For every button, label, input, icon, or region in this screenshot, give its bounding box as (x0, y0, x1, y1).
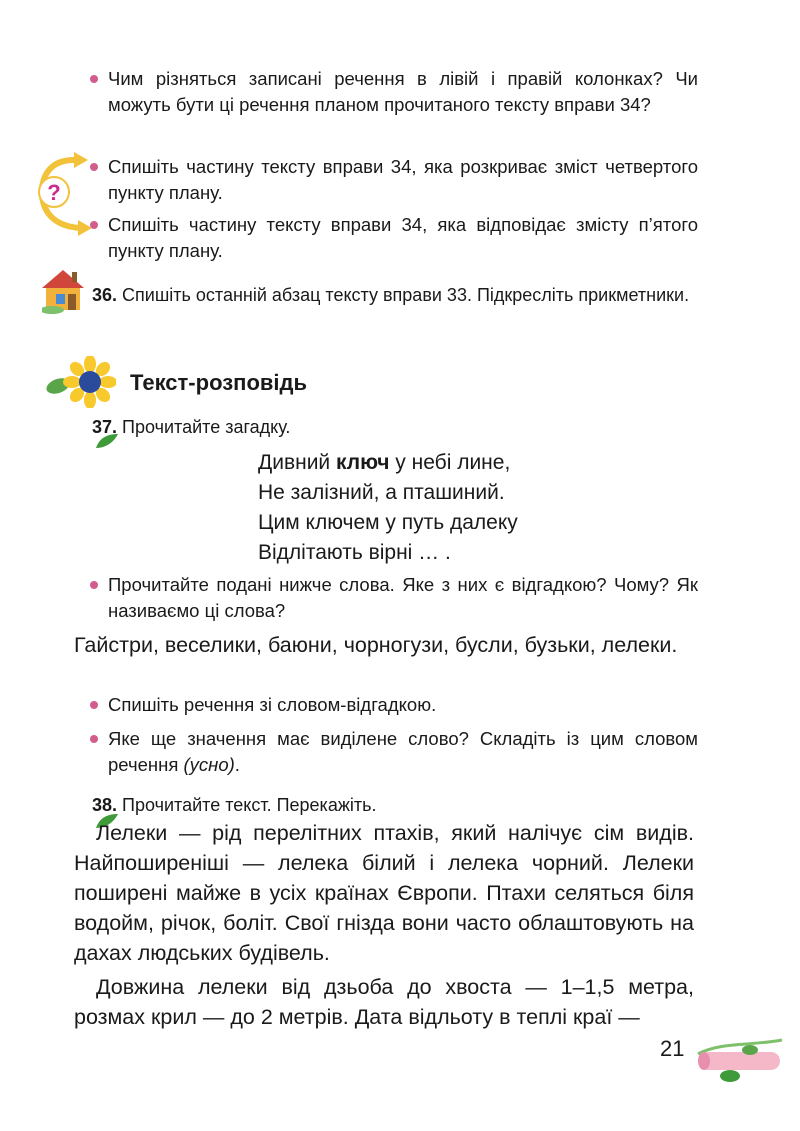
paragraph-2: Довжина лелеки від дзьоба до хвоста — 1–1,5 метра, розмах крил — до 2 метрів. Дата відльоту в теплі краї — (74, 975, 694, 1029)
poem-line-3: Цим ключем у путь далеку (258, 511, 518, 534)
word-list: Гайстри, веселики, баюни, чорногузи, бусли, бузьки, лелеки. (74, 633, 678, 657)
poem-line-1: Дивний ключ у небі лине, (258, 451, 511, 474)
bullet-dot (90, 221, 98, 229)
bullet-item-37a (108, 572, 698, 624)
riddle-poem (258, 448, 518, 568)
bullet-dot (90, 163, 98, 171)
exercise-38 (92, 792, 377, 818)
bullet-text-37a: Прочитайте подані нижче слова. Яке з них є відгадкою? Чому? Як називаємо ці слова? (108, 574, 698, 621)
text-body (74, 818, 694, 1032)
bullet-item-37b (108, 692, 698, 718)
exercise-37 (92, 414, 290, 440)
bullet-item-2 (108, 154, 698, 206)
sunflower-icon (46, 356, 116, 408)
scroll-decoration-icon (690, 1028, 790, 1084)
exercise-text: Прочитайте текст. Перекажіть. (122, 795, 377, 815)
highlighted-word: ключ (336, 451, 390, 474)
bullet-dot (90, 701, 98, 709)
exercise-number: 38. (92, 795, 118, 815)
exercise-text: Прочитайте загадку. (122, 417, 291, 437)
bullet-text-37c: Яке ще значення має виділене слово? Складіть із цим словом речення (усно). (108, 728, 698, 775)
bullet-item-3 (108, 212, 698, 264)
exercise-36 (92, 282, 698, 308)
leaf-icon (94, 432, 120, 450)
bullet-item-37c (108, 726, 698, 778)
section-heading: Текст-розповідь (130, 370, 308, 395)
exercise-text: Спишіть останній абзац тексту вправи 33. Підкресліть прикметники. (122, 285, 690, 305)
page-number: 21 (660, 1036, 685, 1061)
exercise-number: 36. (92, 285, 118, 305)
bullet-item-1 (108, 66, 698, 118)
paragraph-1: Лелеки — рід перелітних птахів, який налічує сім видів. Найпоширеніші — лелека білий і лелека чорний. Лелеки поширені майже в усіх країнах Європи. Птахи селяться біля водойм, річок, боліт. Свої гнізда вони часто облаштовують на дахах людських будівель. (74, 821, 694, 965)
exercise-number: 37. (92, 417, 118, 437)
bullet-text-1: Чим різняться записані речення в лівій і правій колонках? Чи можуть бути ці речення планом прочитаного тексту вправи 34? (108, 68, 698, 115)
poem-line-4: Відлітають вірні … . (258, 541, 451, 564)
poem-line-2: Не залізний, а пташиний. (258, 481, 505, 504)
bullet-dot (90, 735, 98, 743)
bullet-dot (90, 581, 98, 589)
bullet-text-37b: Спишіть речення зі словом-відгадкою. (108, 694, 437, 715)
bullet-text-3: Спишіть частину тексту вправи 34, яка відповідає змісту п’ятого пункту плану. (108, 214, 698, 261)
bullet-text-2: Спишіть частину тексту вправи 34, яка розкриває зміст четвертого пункту плану. (108, 156, 698, 203)
house-icon (42, 266, 90, 314)
bullet-dot (90, 75, 98, 83)
question-mark: ? (47, 180, 61, 205)
